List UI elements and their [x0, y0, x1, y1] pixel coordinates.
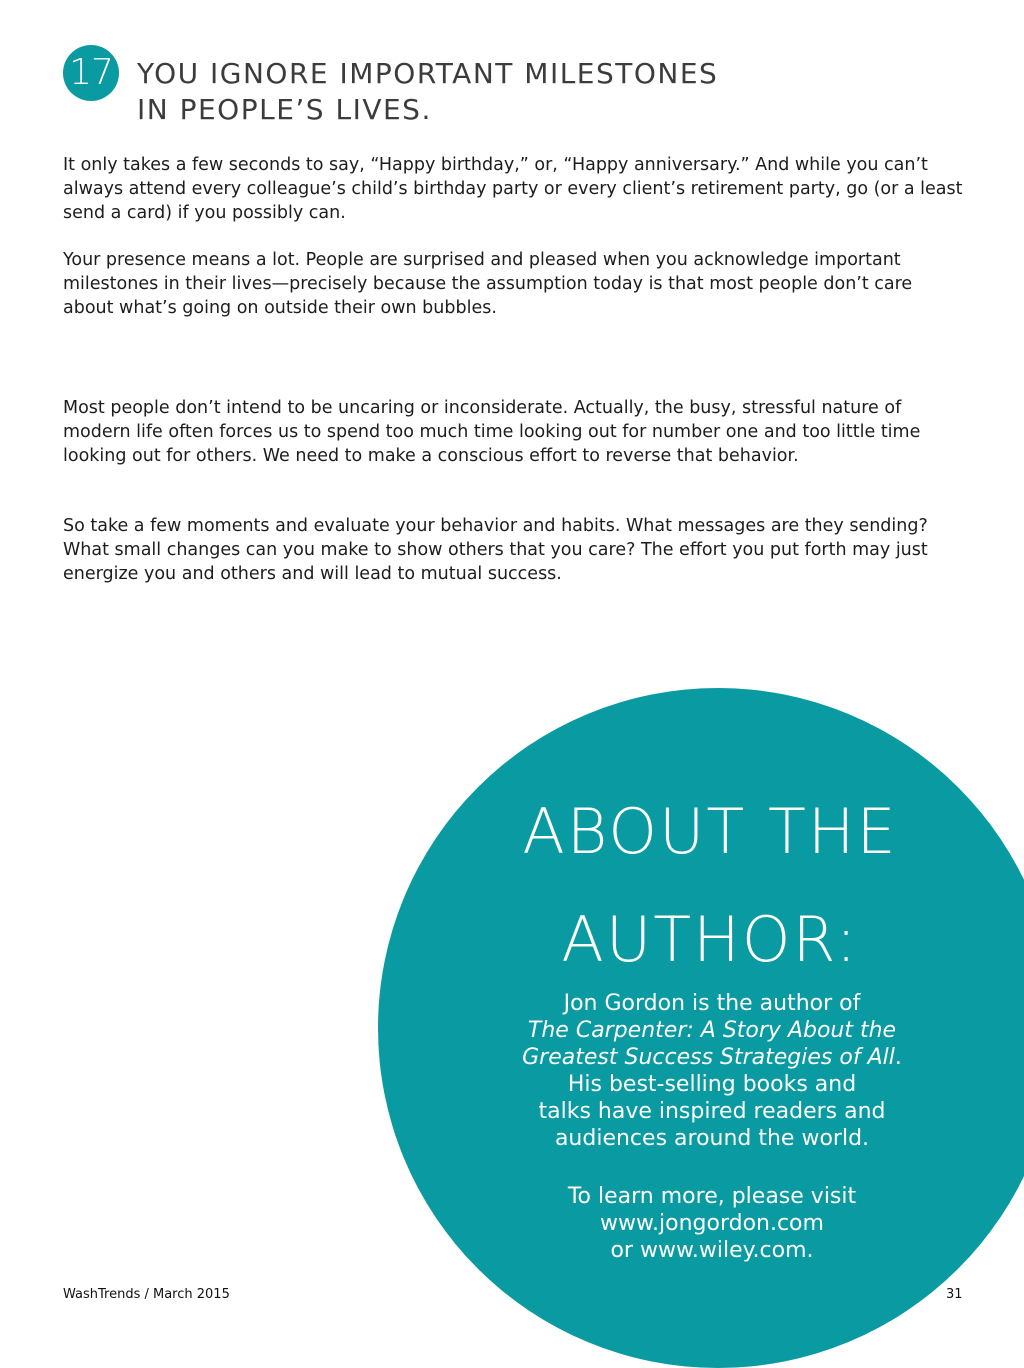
footer-publication: WashTrends / March 2015 — [63, 1287, 230, 1302]
body-paragraph-2: Your presence means a lot. People are surprised and pleased when you acknowledge important milestones in their lives—precisely because the assumption today is that most people don’t care about what’s going on outside their own bubbles. — [63, 250, 913, 318]
book-title-period: . — [894, 1045, 902, 1070]
page-number: 31 — [946, 1287, 963, 1302]
section-number-badge: 17 — [63, 45, 119, 101]
bio-line-1: Jon Gordon is the author of — [563, 991, 861, 1016]
author-visit-info — [462, 1183, 962, 1264]
book-title-line-1: The Carpenter: A Story About the — [527, 1018, 897, 1043]
headline-line-2: IN PEOPLE’S LIVES. — [137, 93, 432, 126]
bio-line-5: talks have inspired readers and — [538, 1099, 886, 1124]
about-heading-line-1: ABOUT THE — [522, 795, 898, 868]
body-paragraph-3: Most people don’t intend to be uncaring or inconsiderate. Actually, the busy, stressful nature of modern life often forces us to spend too much time looking out for number one and too little time looking out for others. We need to make a conscious effort to reverse that behavior. — [63, 398, 921, 466]
publisher-website-link[interactable]: or www.wiley.com. — [610, 1238, 814, 1263]
author-bio — [462, 990, 962, 1152]
headline-line-1: YOU IGNORE IMPORTANT MILESTONES — [137, 57, 719, 90]
body-paragraph-4: So take a few moments and evaluate your behavior and habits. What messages are they sending? What small changes can you make to show others that you care? The effort you put forth may just energize you and others and will lead to mutual success. — [63, 516, 928, 584]
bio-line-4: His best-selling books and — [567, 1072, 857, 1097]
book-title-line-2 — [462, 1044, 962, 1071]
body-paragraph-1: It only takes a few seconds to say, “Happy birthday,” or, “Happy anniversary.” And while you can’t always attend every colleague’s child’s birthday party or every client’s retirement party, go (or a least send a card) if you possibly can. — [63, 155, 963, 223]
visit-line-1: To learn more, please visit — [567, 1184, 857, 1209]
about-heading-line-2: AUTHOR: — [561, 903, 859, 976]
author-website-link[interactable]: www.jongordon.com — [600, 1211, 824, 1236]
about-author-heading — [500, 778, 920, 994]
book-title-text: Greatest Success Strategies of All — [522, 1045, 895, 1070]
section-headline — [137, 56, 718, 128]
bio-line-6: audiences around the world. — [554, 1126, 870, 1151]
